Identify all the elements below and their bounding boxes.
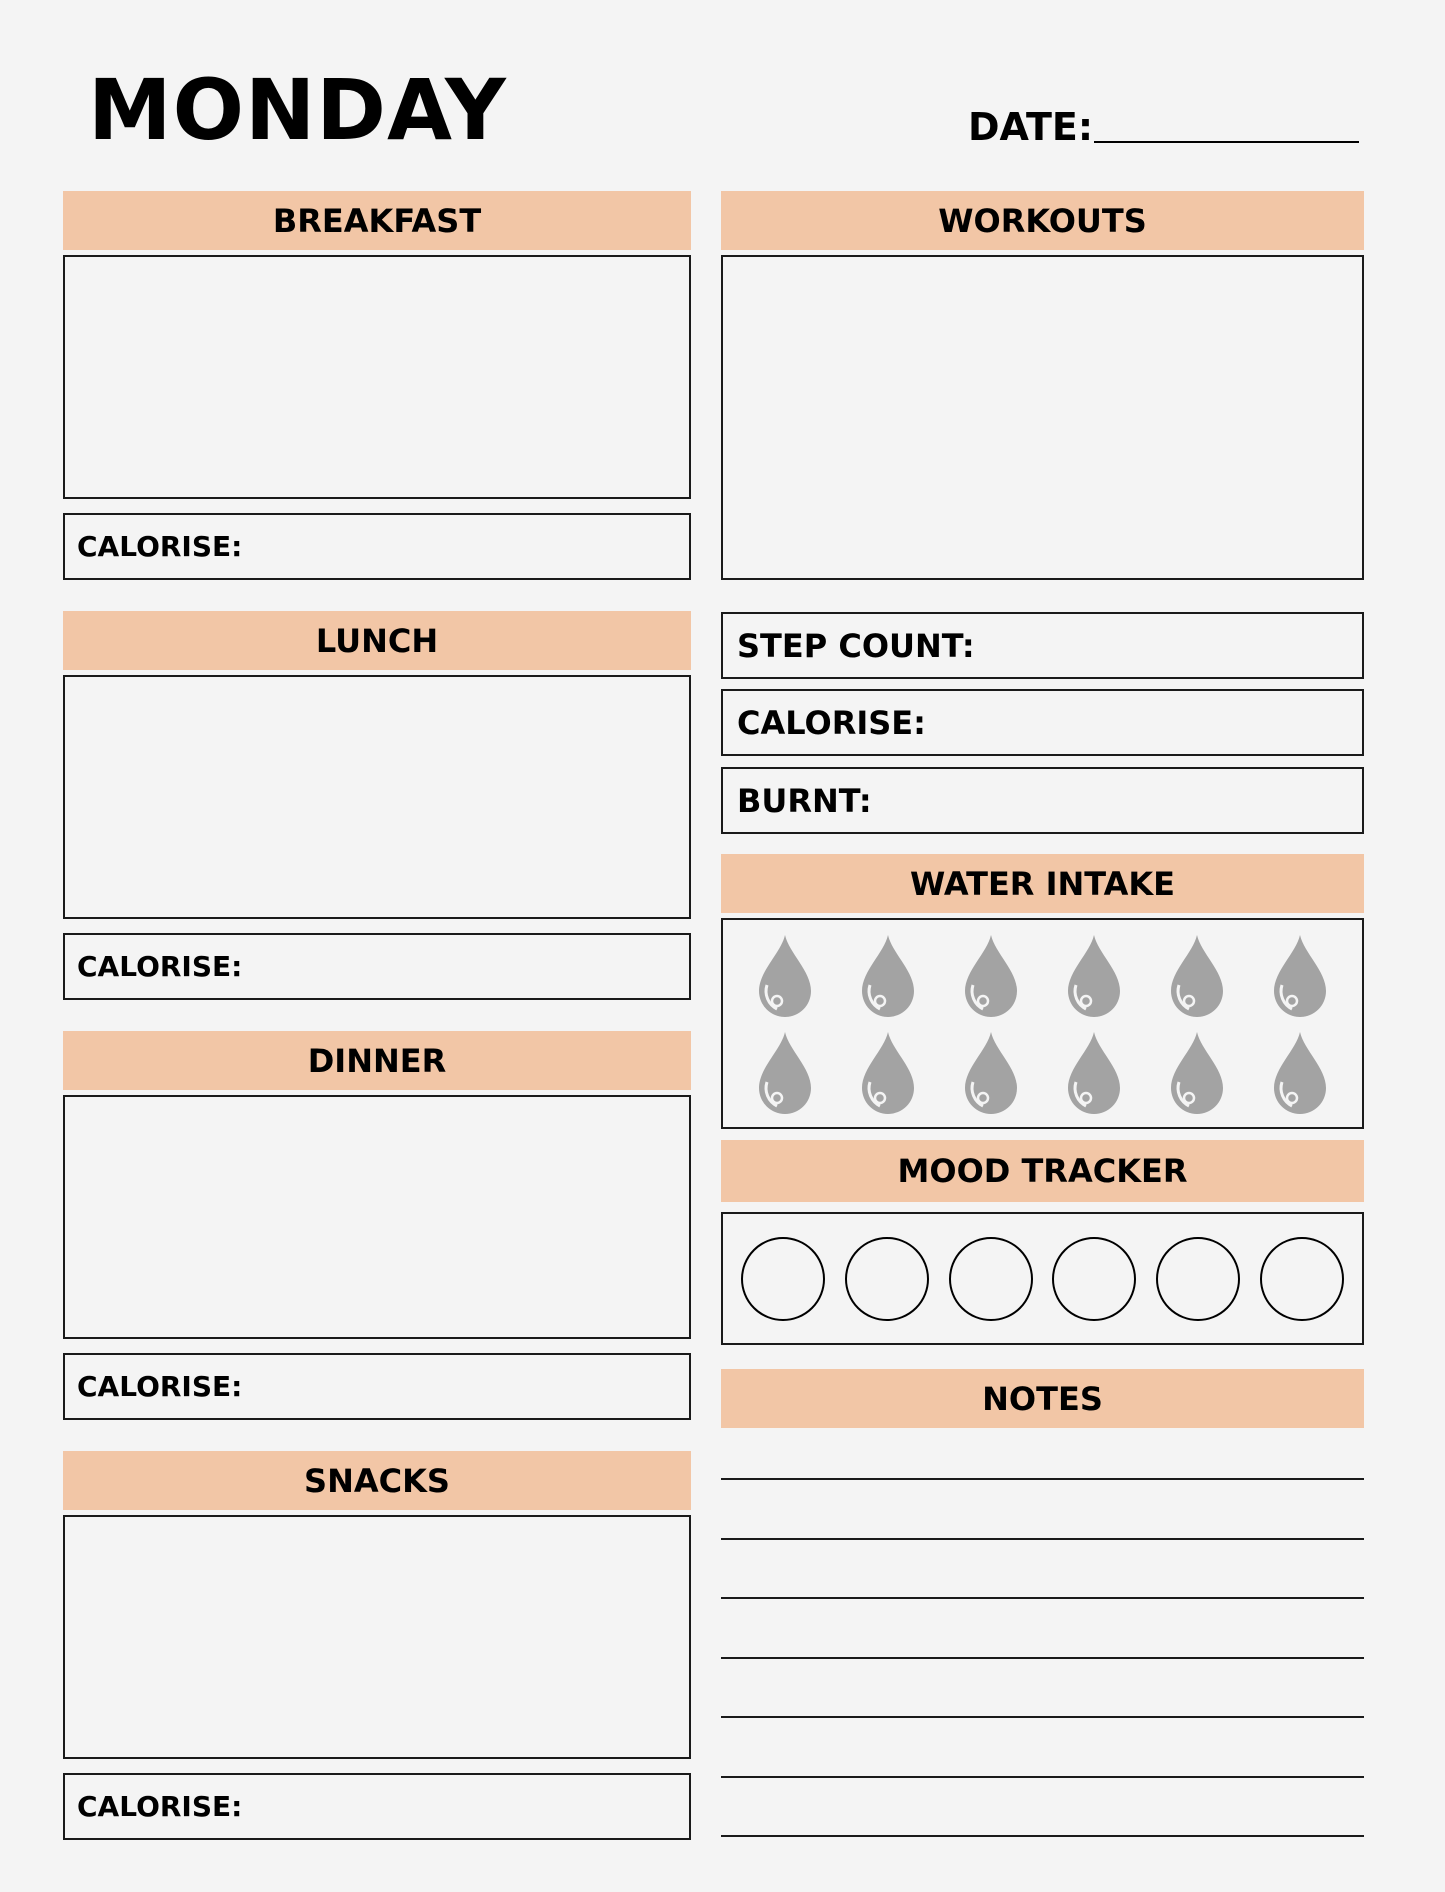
dinner-calories-field[interactable] [63, 1353, 691, 1420]
note-line[interactable] [721, 1716, 1364, 1718]
calories-label: CALORISE: [737, 703, 926, 742]
water-drop-icon[interactable] [1146, 1030, 1249, 1114]
lunch-calories-label: CALORISE: [77, 950, 243, 983]
mood-tracker-heading: MOOD TRACKER [721, 1140, 1364, 1202]
snacks-calories-field[interactable] [63, 1773, 691, 1840]
snacks-calories-label: CALORISE: [77, 1790, 243, 1823]
date-input-line[interactable] [1094, 141, 1359, 143]
mood-circle[interactable] [1260, 1237, 1344, 1321]
calories-field[interactable] [721, 689, 1364, 756]
water-drop-icon[interactable] [1042, 1030, 1145, 1114]
snacks-heading: SNACKS [63, 1451, 691, 1510]
dinner-calories-label: CALORISE: [77, 1370, 243, 1403]
mood-circle[interactable] [1052, 1237, 1136, 1321]
water-drop-icon[interactable] [836, 933, 939, 1017]
note-line[interactable] [721, 1538, 1364, 1540]
note-line[interactable] [721, 1597, 1364, 1599]
snacks-box[interactable] [63, 1515, 691, 1759]
note-line[interactable] [721, 1478, 1364, 1480]
step-count-label: STEP COUNT: [737, 626, 975, 665]
note-line[interactable] [721, 1776, 1364, 1778]
breakfast-calories-label: CALORISE: [77, 530, 243, 563]
water-intake-tracker [721, 918, 1364, 1129]
burnt-label: BURNT: [737, 781, 872, 820]
page-title: MONDAY [88, 61, 507, 159]
date-label: DATE: [968, 105, 1094, 149]
lunch-box[interactable] [63, 675, 691, 919]
notes-lines [721, 1478, 1364, 1843]
water-drop-icon[interactable] [1249, 933, 1352, 1017]
water-drop-icon[interactable] [939, 933, 1042, 1017]
mood-circle[interactable] [949, 1237, 1033, 1321]
water-intake-heading: WATER INTAKE [721, 854, 1364, 913]
water-drop-icon[interactable] [1146, 933, 1249, 1017]
note-line[interactable] [721, 1835, 1364, 1837]
burnt-field[interactable] [721, 767, 1364, 834]
water-drop-icon[interactable] [733, 1030, 836, 1114]
dinner-box[interactable] [63, 1095, 691, 1339]
mood-circle[interactable] [1156, 1237, 1240, 1321]
water-drop-icon[interactable] [733, 933, 836, 1017]
workouts-box[interactable] [721, 255, 1364, 580]
notes-heading: NOTES [721, 1369, 1364, 1428]
lunch-calories-field[interactable] [63, 933, 691, 1000]
mood-circle[interactable] [845, 1237, 929, 1321]
breakfast-calories-field[interactable] [63, 513, 691, 580]
mood-circle[interactable] [741, 1237, 825, 1321]
workouts-heading: WORKOUTS [721, 191, 1364, 250]
water-drop-icon[interactable] [836, 1030, 939, 1114]
mood-tracker [721, 1212, 1364, 1345]
lunch-heading: LUNCH [63, 611, 691, 670]
note-line[interactable] [721, 1657, 1364, 1659]
step-count-field[interactable] [721, 612, 1364, 679]
breakfast-box[interactable] [63, 255, 691, 499]
dinner-heading: DINNER [63, 1031, 691, 1090]
breakfast-heading: BREAKFAST [63, 191, 691, 250]
water-drop-icon[interactable] [1249, 1030, 1352, 1114]
water-drop-icon[interactable] [1042, 933, 1145, 1017]
water-drop-icon[interactable] [939, 1030, 1042, 1114]
